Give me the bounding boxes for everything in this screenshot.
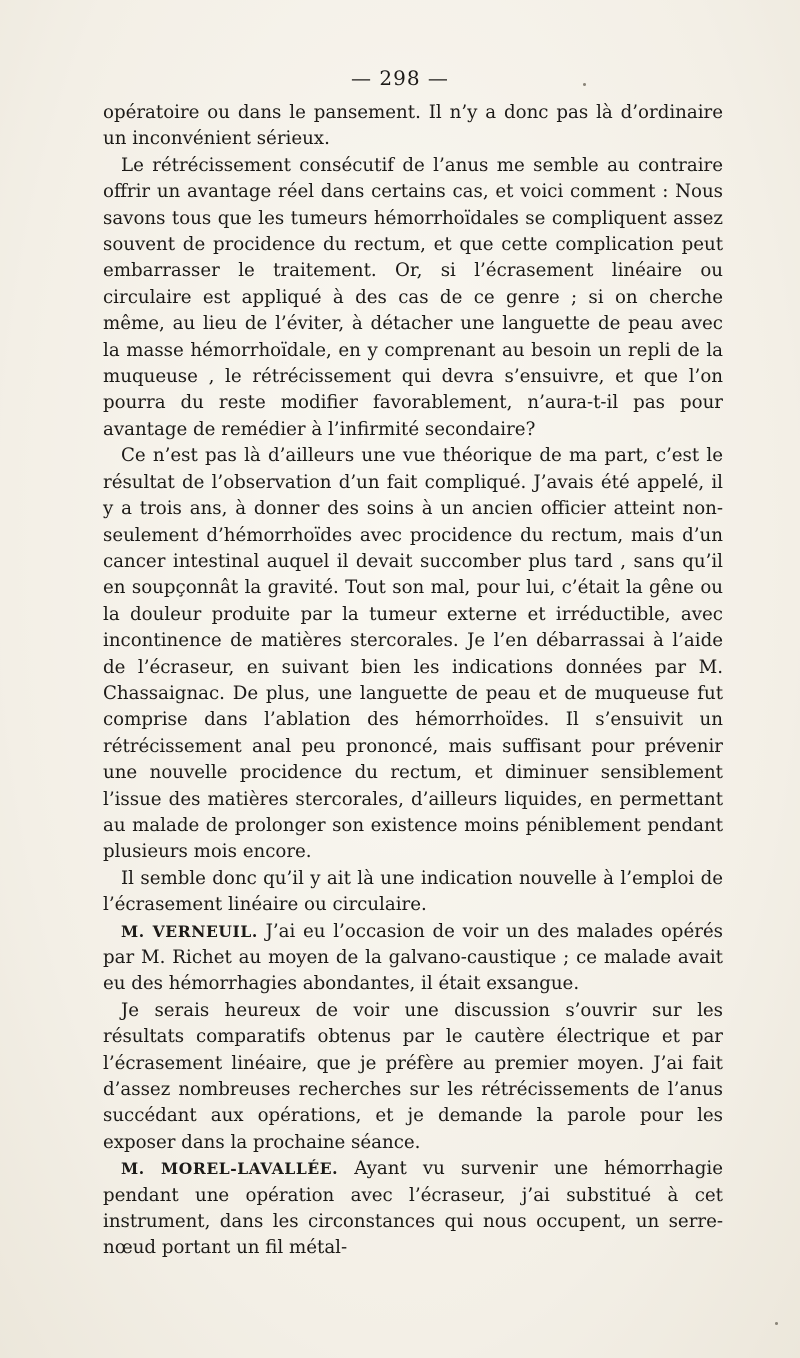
- paragraph-3: [103, 443, 723, 866]
- speaker-name: M. VERNEUIL.: [121, 921, 258, 941]
- paragraph-6: [103, 998, 723, 1156]
- paragraph-text: Le rétrécissement consécutif de l’anus me semble au contraire offrir un avantage réel dans certains cas, et voici comment : Nous savons tous que les tumeurs hémorrhoïdales se compliquent assez souvent de procidence du rectum, et que cette complication peut embarrasser le traitement. Or, si l’écrasement linéaire ou circulaire est appliqué à des cas de ce genre ; si on cherche même, au lieu de l’éviter, à détacher une languette de peau avec la masse hémorrhoïdale, en y comprenant au besoin un repli de la muqueuse , le rétrécissement qui devra s’ensuivre, et que l’on pourra du reste modifier favorablement, n’aura-t-il pas pour avantage de remédier à l’infirmité secondaire?: [103, 154, 723, 440]
- paragraph-5: [103, 919, 723, 998]
- paragraph-2: [103, 153, 723, 443]
- paper-speck: [583, 83, 586, 86]
- paragraph-4: [103, 866, 723, 919]
- paragraph-text: Ce n’est pas là d’ailleurs une vue théorique de ma part, c’est le résultat de l’observation d’un fait compliqué. J’avais été appelé, il y a trois ans, à donner des soins à un ancien officier atteint non-seulement d’hémorrhoïdes avec procidence du rectum, mais d’un cancer intestinal auquel il devait succomber plus tard , sans qu’il en soupçonnât la gravité. Tout son mal, pour lui, c’était la gêne ou la douleur produite par la tumeur externe et irréductible, avec incontinence de matières stercorales. Je l’en débarrassai à l’aide de l’écraseur, en suivant bien les indications données par M. Chassaignac. De plus, une languette de peau et de muqueuse fut comprise dans l’ablation des hémorrhoïdes. Il s’ensuivit un rétrécissement anal peu prononcé, mais suffisant pour prévenir une nouvelle procidence du rectum, et diminuer sensiblement l’issue des matières stercorales, d’ailleurs liquides, en permettant au malade de prolonger son existence moins péniblement pendant plusieurs mois encore.: [103, 445, 723, 863]
- paragraph-text: J’ai eu l’occasion de voir un des malades opérés par M. Richet au moyen de la galvano-caustique ; ce malade avait eu des hémorrhagies abondantes, il était exsangue.: [103, 920, 723, 995]
- paragraph-1: [103, 100, 723, 153]
- paragraph-text: Il semble donc qu’il y ait là une indication nouvelle à l’emploi de l’écrasement linéaire ou circulaire.: [103, 867, 723, 916]
- paragraph-text: Ayant vu survenir une hémorrhagie pendant une opération avec l’écraseur, j’ai substitué à cet instrument, dans les circonstances qui nous occupent, un serre-nœud portant un fil métal-: [103, 1158, 723, 1259]
- paragraph-7: [103, 1156, 723, 1262]
- speaker-name: M. MOREL-LAVALLÉE.: [121, 1159, 339, 1179]
- body-text: [103, 100, 723, 1262]
- paper-speck: [775, 1322, 778, 1325]
- page-number: — 298 —: [351, 66, 449, 90]
- paragraph-text: Je serais heureux de voir une discussion s’ouvrir sur les résultats comparatifs obtenus par le cautère électrique et par l’écrasement linéaire, que je préfère au premier moyen. J’ai fait d’assez nombreuses recherches sur les rétrécissements de l’anus succédant aux opérations, et je demande la parole pour les exposer dans la prochaine séance.: [103, 999, 723, 1153]
- paragraph-text: opératoire ou dans le pansement. Il n’y a donc pas là d’ordinaire un inconvénient sérieux.: [103, 102, 723, 150]
